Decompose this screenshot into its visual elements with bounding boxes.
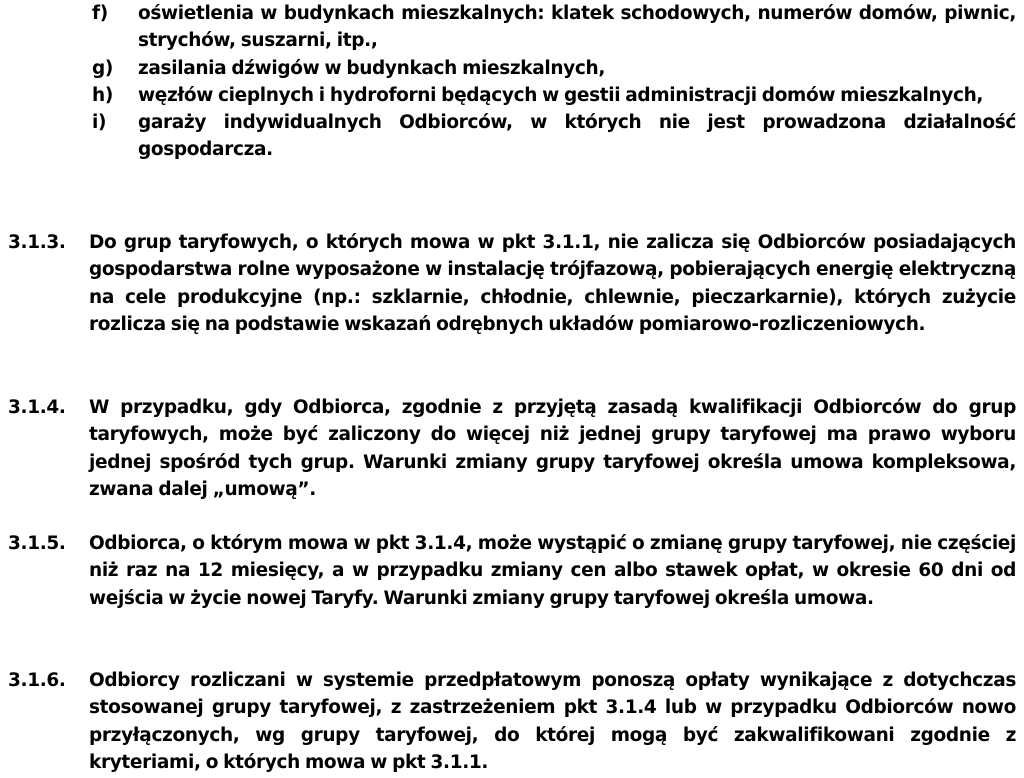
section-text: Odbiorca, o którym mowa w pkt 3.1.4, może wystąpić o zmianę grupy taryfowej, nie częściej niż raz na 12 miesięcy, a w przypadku zmiany cen albo stawek opłat, w okresie 60 dni od wejścia w życie nowej Taryfy. Warunki zmiany grupy taryfowej określa umowa.	[89, 533, 1016, 609]
list-item-text: węzłów cieplnych i hydroforni będących w gestii administracji domów mieszkalnych,	[138, 84, 984, 106]
section-number: 3.1.4.	[8, 397, 66, 418]
section-number: 3.1.6.	[8, 670, 66, 691]
section-number: 3.1.5.	[8, 533, 66, 554]
list-marker: g)	[92, 57, 113, 79]
section-3-1-6	[8, 667, 1016, 776]
list-item-f	[92, 0, 1016, 55]
list-item-i	[92, 109, 1016, 164]
list-item-g	[92, 55, 1016, 82]
section-3-1-3	[8, 229, 1016, 338]
section-text: W przypadku, gdy Odbiorca, zgodnie z przyjętą zasadą kwalifikacji Odbiorców do grup taryfowych, może być zaliczony do więcej niż jednej grupy taryfowej ma prawo wyboru jednej spośród tych grup. Warunki zmiany grupy taryfowej określa umowa kompleksowa, zwana dalej „umową”.	[89, 397, 1016, 500]
section-number: 3.1.3.	[8, 232, 66, 253]
list-marker: h)	[92, 84, 113, 106]
list-item-text: oświetlenia w budynkach mieszkalnych: klatek schodowych, numerów domów, piwnic, strychów, suszarni, itp.,	[138, 3, 1016, 52]
list-item-text: zasilania dźwigów w budynkach mieszkalnych,	[138, 57, 605, 79]
section-3-1-5	[8, 530, 1016, 612]
section-3-1-4	[8, 394, 1016, 503]
list-marker: f)	[92, 3, 108, 24]
list-item-h	[92, 82, 1016, 109]
section-text: Do grup taryfowych, o których mowa w pkt 3.1.1, nie zalicza się Odbiorców posiadających gospodarstwa rolne wyposażone w instalację trójfazową, pobierających energię elektryczną na cele produkcyjne (np.: szklarnie, chłodnie, chlewnie, pieczarkarnie), których zużycie rozlicza się na podstawie wskazań odrębnych układów pomiarowo-rozliczeniowych.	[89, 232, 1016, 335]
enumerated-list	[92, 0, 1016, 164]
section-text: Odbiorcy rozliczani w systemie przedpłatowym ponoszą opłaty wynikające z dotychczas stosowanej grupy taryfowej, z zastrzeżeniem pkt 3.1.4 lub w przypadku Odbiorców nowo przyłączonych, wg grupy taryfowej, do której mogą być zakwalifikowani zgodnie z kryteriami, o których mowa w pkt 3.1.1.	[89, 670, 1016, 773]
list-item-text: garaży indywidualnych Odbiorców, w których nie jest prowadzona działalność gospodarcza.	[138, 112, 1016, 161]
list-marker: i)	[92, 112, 107, 134]
